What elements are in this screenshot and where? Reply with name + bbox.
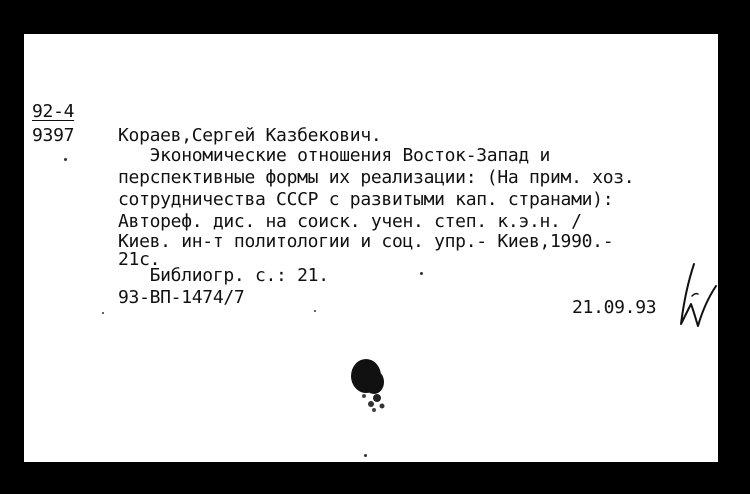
speck: [364, 454, 367, 457]
bibliography-line: Библиогр. с.: 21.: [118, 265, 329, 286]
speck: [314, 310, 316, 312]
description-line-2: Киев. ин-т политологии и соц. упр.- Киев,1990.-: [118, 231, 614, 252]
author-line: Кораев,Сергей Казбекович.: [118, 125, 382, 146]
title-line-2: перспективные формы их реализации: (На прим. хоз.: [118, 167, 635, 188]
speck: [420, 272, 423, 275]
title-line-3: сотрудничества СССР с развитыми кап. странами):: [118, 189, 614, 210]
date-stamp: 21.09.93: [572, 297, 657, 318]
punch-hole-icon: [344, 352, 396, 418]
description-line-1: Автореф. дис. на соиск. учен. степ. к.э.н. /: [118, 211, 582, 232]
speck: [102, 312, 104, 314]
pages-line: 21с.: [118, 249, 161, 270]
speck: [64, 158, 67, 161]
shelf-number: 9397: [32, 125, 75, 146]
title-line-1: Экономические отношения Восток-Запад и: [118, 145, 551, 166]
signature-icon: [672, 260, 718, 332]
shelf-class: 92-4: [32, 101, 75, 122]
inventory-number: 93-ВП-1474/7: [118, 287, 245, 308]
catalog-card: [24, 34, 718, 462]
